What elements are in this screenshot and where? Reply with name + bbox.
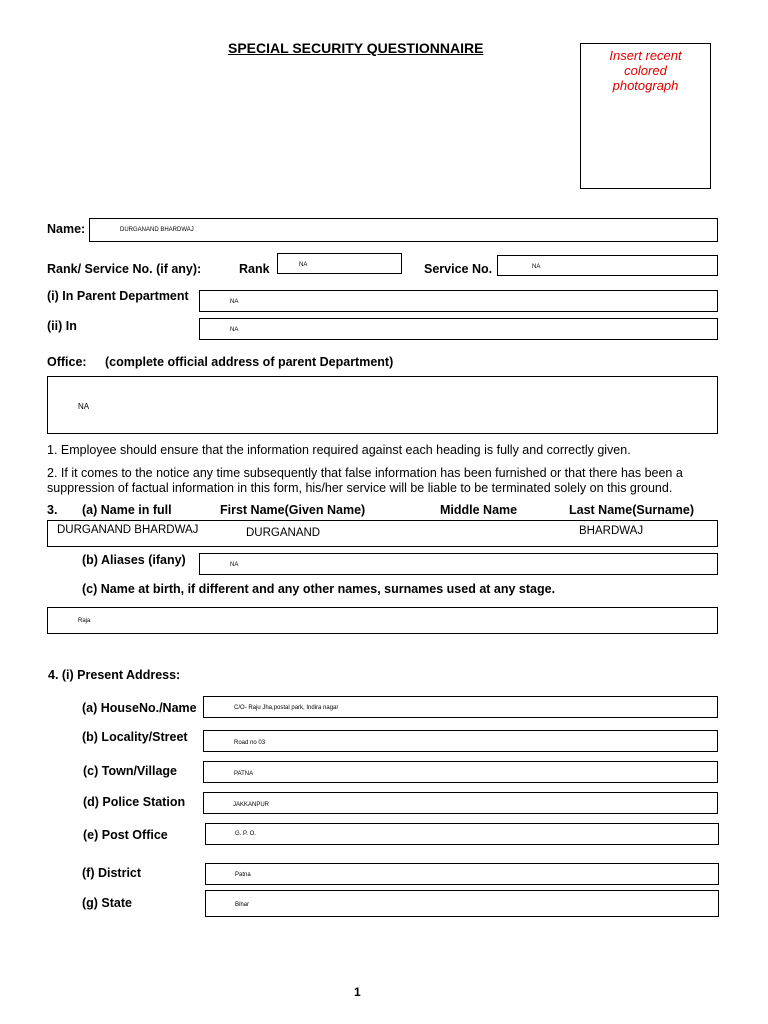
in-label: (ii) In [47, 319, 77, 333]
district-value: Patna [235, 872, 251, 878]
in-field[interactable] [199, 318, 718, 340]
town-field[interactable] [203, 761, 718, 783]
service-no-value: NA [532, 264, 541, 270]
office-label: Office: [47, 355, 87, 369]
full-name-value: DURGANAND BHARDWAJ [57, 524, 199, 536]
state-value: Bihar [235, 902, 250, 908]
aliases-label: (b) Aliases (ifany) [82, 553, 186, 567]
police-station-field[interactable] [203, 792, 718, 814]
name-field[interactable] [89, 218, 718, 242]
section-3-number: 3. [47, 503, 58, 517]
name-at-birth-label: (c) Name at birth, if different and any other names, surnames used at any stage. [82, 582, 556, 596]
name-in-full-label: (a) Name in full [82, 503, 172, 517]
rank-label: Rank [239, 262, 270, 276]
aliases-field[interactable] [199, 553, 718, 575]
service-no-field[interactable] [497, 255, 718, 276]
note-2: 2. If it comes to the notice any time subsequently that false information has been furnished or that there has been a suppression of factual information in this form, his/her service will be liable to be terminated solely on this ground. [47, 466, 683, 495]
name-value: DURGANAND BHARDWAJ [120, 227, 194, 233]
page-title: SPECIAL SECURITY QUESTIONNAIRE [228, 40, 484, 56]
office-hint: (complete official address of parent Department) [105, 355, 394, 369]
photo-instruction-line3: photograph [612, 78, 679, 93]
name-at-birth-field[interactable] [47, 607, 718, 634]
note-1: 1. Employee should ensure that the information required against each heading is fully and correctly given. [47, 443, 631, 457]
first-name-value: DURGANAND [246, 527, 321, 539]
rank-service-label: Rank/ Service No. (if any): [47, 262, 202, 276]
service-no-label: Service No. [424, 262, 493, 276]
parent-dept-value: NA [230, 299, 239, 305]
locality-label: (b) Locality/Street [82, 730, 188, 744]
office-address-field[interactable] [47, 376, 718, 434]
page-number: 1 [354, 985, 361, 999]
rank-value: NA [299, 262, 308, 268]
present-address-heading: 4. (i) Present Address: [48, 668, 181, 682]
office-value: NA [78, 402, 90, 411]
locality-field[interactable] [203, 730, 718, 752]
in-value: NA [230, 327, 239, 333]
house-no-field[interactable] [203, 696, 718, 718]
name-label: Name: [47, 222, 86, 236]
full-name-field[interactable] [47, 520, 718, 547]
state-label: (g) State [82, 896, 132, 910]
parent-dept-field[interactable] [199, 290, 718, 312]
police-station-label: (d) Police Station [83, 795, 186, 809]
locality-value: Road no 03 [234, 740, 266, 746]
police-station-value: JAKKANPUR [233, 802, 270, 808]
last-name-value: BHARDWAJ [579, 525, 644, 537]
aliases-value: NA [230, 562, 239, 568]
district-field[interactable] [205, 863, 719, 885]
photo-instruction-line2: colored [624, 63, 667, 78]
name-at-birth-value: Raja [78, 618, 91, 624]
parent-dept-label: (i) In Parent Department [47, 289, 189, 303]
town-label: (c) Town/Village [83, 764, 177, 778]
middle-name-label: Middle Name [440, 503, 518, 517]
state-field[interactable] [205, 890, 719, 917]
rank-field[interactable] [277, 253, 402, 274]
district-label: (f) District [82, 866, 142, 880]
post-office-value: G. P. O. [235, 831, 256, 837]
photo-instruction-line1: Insert recent [609, 48, 682, 63]
post-office-label: (e) Post Office [83, 828, 168, 842]
last-name-label: Last Name(Surname) [569, 503, 695, 517]
photo-placeholder[interactable] [580, 43, 711, 189]
town-value: PATNA [234, 771, 254, 777]
post-office-field[interactable] [205, 823, 719, 845]
house-no-value: C/O- Raju Jha,postal park, Indira nagar [234, 705, 339, 711]
house-no-label: (a) HouseNo./Name [82, 701, 197, 715]
first-name-label: First Name(Given Name) [220, 503, 366, 517]
